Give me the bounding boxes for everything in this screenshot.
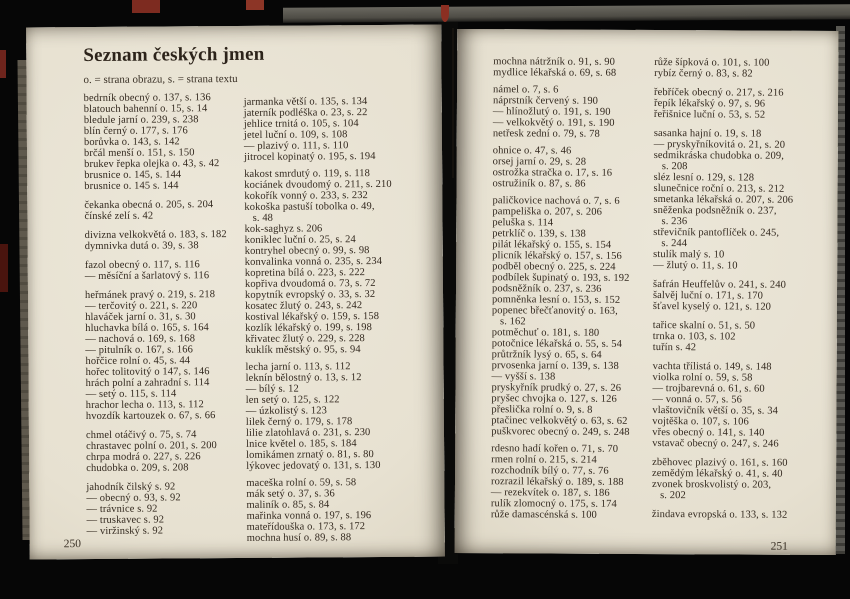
index-entry: mochna nátržník o. 91, s. 90	[493, 56, 616, 68]
index-entry: zběhovec plazivý o. 161, s. 160	[652, 457, 788, 469]
index-column	[652, 57, 834, 529]
index-group	[244, 96, 436, 163]
index-entry: sedmikráska chudobka o. 209,	[653, 150, 784, 162]
index-entry: s. 48	[244, 212, 274, 224]
index-entry: blatouch bahenní o. 15, s. 14	[83, 103, 208, 116]
index-entry: brusnice o. 145 s. 144	[84, 180, 179, 193]
index-entry: stulík malý s. 10	[653, 249, 725, 261]
index-group	[491, 195, 654, 438]
index-entry: — pryskyřníkovitá o. 21, s. 20	[653, 139, 786, 151]
index-entry: střevičník pantoflíček o. 245,	[653, 227, 780, 239]
index-entry: kok-saghyz s. 206	[244, 223, 323, 235]
index-entry: orsej jarní o. 29, s. 28	[492, 156, 587, 168]
index-entry: heřmánek pravý o. 219, s. 218	[84, 289, 216, 302]
index-entry: bledule jarní o. 239, s. 238	[83, 114, 199, 127]
index-entry: brčál menší o. 151, s. 150	[83, 147, 195, 160]
index-entry: — pitulník o. 167, s. 166	[85, 344, 193, 357]
index-entry: kosatec žlutý o. 243, s. 242	[245, 300, 363, 312]
index-entry: kopytník evropský o. 33, s. 32	[244, 289, 376, 301]
index-entry: hořec tolitovitý o 147, s. 146	[85, 366, 210, 379]
index-entry: potočnice lékařská o. 55, s. 54	[491, 338, 622, 350]
index-group	[653, 128, 834, 272]
page-number-right: 251	[770, 540, 788, 553]
index-entry: kostival lékařský o. 159, s. 158	[245, 310, 380, 323]
index-entry: mařinka vonná o. 197, s. 196	[246, 510, 372, 522]
index-entry: ostružiník o. 87, s. 86	[492, 178, 586, 190]
index-entry: brusnice o. 145, s. 144	[84, 169, 182, 182]
red-bookmark-mark	[246, 0, 264, 10]
index-entry: — terčovitý o. 221, s. 220	[85, 300, 198, 313]
index-entry: hrách polní a zahradní s. 114	[85, 377, 210, 390]
index-entry: — vonná o. 57, s. 56	[652, 394, 742, 406]
index-entry: plicník lékařský o. 157, s. 156	[492, 250, 622, 262]
gutter-shadow-line	[452, 28, 454, 178]
index-entry: jehlice trnitá o. 105, s. 104	[243, 118, 359, 130]
index-group	[86, 481, 252, 537]
index-group	[491, 443, 653, 521]
index-entry: zemědým lékařský o. 41, s. 40	[652, 468, 783, 480]
book-cover-edge	[283, 4, 850, 22]
index-group	[246, 477, 438, 544]
index-entry: — obecný o. 93, s. 92	[86, 492, 181, 505]
index-entry: slunečnice roční o. 213, s. 212	[653, 183, 785, 195]
index-entry: — plazivý o. 111, s. 110	[243, 140, 349, 152]
index-entry: len setý o. 125, s. 122	[245, 394, 340, 406]
index-entry: — truskavec s. 92	[86, 514, 165, 527]
index-entry: fazol obecný o. 117, s. 116	[84, 259, 200, 272]
index-entry: bedrník obecný o. 137, s. 136	[83, 92, 211, 105]
index-group	[245, 361, 438, 472]
index-entry: vlaštovičník větší o. 35, s. 34	[652, 405, 779, 417]
red-bookmark-mark	[0, 50, 6, 78]
index-entry: pomněnka lesní o. 153, s. 152	[491, 294, 621, 306]
index-entry: — měsíční a šarlatový s. 116	[84, 270, 210, 283]
right-page	[455, 29, 839, 555]
index-entry: podběl obecný o. 225, s. 224	[492, 261, 616, 273]
index-entry: čekanka obecná o. 205, s. 204	[84, 199, 214, 212]
index-group	[653, 320, 833, 354]
index-entry: — rezekvítek o. 187, s. 186	[490, 487, 610, 499]
index-entry: lýkovec jedovatý o. 131, s. 130	[246, 459, 381, 472]
index-entry: rulík zlomocný o. 175, s. 174	[490, 498, 617, 510]
index-entry: — úzkolistý s. 123	[245, 405, 328, 417]
index-group	[86, 429, 252, 474]
index-entry: ostrožka stračka o. 17, s. 16	[492, 167, 613, 179]
index-entry: — trávnice s. 92	[86, 503, 158, 516]
index-entry: pryšec chvojka o. 127, s. 126	[491, 393, 617, 405]
index-entry: hlaváček jarní o. 31, s. 30	[85, 311, 196, 324]
index-entry: — setý o. 115, s. 114	[85, 388, 177, 401]
index-entry: podsněžník o. 237, s. 236	[491, 283, 602, 295]
index-entry: pampeliška o. 207, s. 206	[492, 206, 602, 218]
index-group	[654, 57, 834, 80]
index-entry: chrastavec polní o. 201, s. 200	[86, 440, 217, 453]
index-entry: lecha jarní o. 113, s. 112	[245, 361, 351, 373]
index-entry: šalvěj luční o. 171, s. 170	[652, 290, 764, 302]
index-entry: sasanka hajní o. 19, s. 18	[653, 128, 762, 140]
index-entry: tařice skalní o. 51, s. 50	[652, 320, 756, 332]
index-entry: peluška s. 114	[492, 217, 554, 229]
index-entry: ohnice o. 47, s. 46	[492, 145, 572, 157]
index-group	[653, 279, 833, 313]
index-column	[244, 96, 439, 550]
index-entry: divizna velkokvětá o. 183, s. 182	[84, 229, 227, 242]
index-entry: jetel luční o. 109, s. 108	[243, 129, 348, 141]
index-entry: ptačinec velkokvětý o. 63, s. 62	[491, 415, 628, 427]
index-entry: lilie zlatohlavá o. 231, s. 230	[245, 427, 371, 439]
index-entry: dymnivka dutá o. 39, s. 38	[84, 240, 199, 253]
index-group	[493, 145, 655, 190]
index-entry: rdesno hadí kořen o. 71, s. 70	[491, 443, 619, 455]
index-entry: popenec břečťanovitý o. 163,	[491, 305, 618, 317]
index-entry: jarmanka větší o. 135, s. 134	[243, 96, 368, 108]
index-entry: kuklík městský o. 95, s. 94	[245, 344, 361, 356]
index-entry: s. 208	[653, 161, 688, 173]
index-entry: lomikámen zrnatý o. 81, s. 80	[246, 449, 374, 461]
index-title: Seznam českých jmen	[83, 43, 265, 67]
index-group	[493, 56, 655, 79]
index-entry: vřes obecný o. 141, s. 140	[652, 427, 765, 439]
index-entry: maceška rolní o. 59, s. 58	[246, 477, 357, 489]
index-entry: vojtěška o. 107, s. 106	[652, 416, 749, 428]
index-entry: — trojbarevná o. 61, s. 60	[652, 383, 765, 395]
index-entry: vstavač obecný o. 247, s. 246	[652, 438, 779, 450]
index-entry: kakost smrdutý o. 119, s. 118	[244, 168, 371, 180]
index-entry: blín černý o. 177, s. 176	[83, 125, 188, 138]
index-entry: chmel otáčivý o. 75, s. 74	[85, 429, 197, 442]
index-group	[84, 199, 250, 222]
index-entry: jaterník podléška o. 23, s. 22	[243, 107, 368, 119]
index-entry: koniklec luční o. 25, s. 24	[244, 234, 356, 246]
index-entry: — hlínožlutý o. 191, s. 190	[492, 106, 611, 118]
index-column	[491, 56, 655, 527]
index-entry: s. 236	[653, 216, 688, 228]
index-entry: lilek černý o. 179, s. 178	[245, 416, 353, 428]
index-entry: potměchuť o. 181, s. 180	[491, 327, 600, 339]
index-entry: řeřišnice luční o. 53, s. 52	[653, 109, 766, 121]
index-entry: borůvka o. 143, s. 142	[83, 136, 180, 149]
index-entry: pryskyřník prudký o. 27, s. 26	[491, 382, 622, 394]
index-entry: maliník o. 85, s. 84	[246, 499, 330, 511]
index-entry: jahodník čilský s. 92	[86, 481, 176, 494]
index-entry: petrklíč o. 139, s. 138	[492, 228, 586, 240]
index-entry: mydlice lékařská o. 69, s. 68	[493, 67, 617, 79]
index-entry: rozrazil lékařský o. 189, s. 188	[490, 476, 624, 488]
index-entry: netřesk zední o. 79, s. 78	[492, 128, 600, 140]
index-entry: růže šípková o. 101, s. 100	[654, 57, 770, 69]
index-entry: kociánek dvoudomý o. 211, s. 210	[244, 178, 392, 191]
index-entry: lnice květel o. 185, s. 184	[246, 438, 357, 450]
index-entry: chudobka o. 209, s. 208	[86, 462, 189, 475]
index-entry: — velkokvětý o. 191, s. 190	[492, 117, 615, 129]
index-entry: sléz lesní o. 129, s. 128	[653, 172, 755, 184]
left-page	[26, 25, 445, 560]
index-entry: konvalinka vonná o. 235, s. 234	[244, 255, 383, 268]
index-group	[85, 289, 252, 422]
index-entry: šafrán Heuffelův o. 241, s. 240	[653, 279, 787, 291]
index-entry: rybíz černý o. 83, s. 82	[654, 68, 753, 80]
index-entry: kozlík lékařský o. 199, s. 198	[245, 322, 372, 334]
index-entry: rozchodník bílý o. 77, s. 76	[491, 465, 609, 477]
index-entry: kopřiva dvoudomá o. 73, s. 72	[244, 278, 376, 290]
index-entry: violka rolní o. 59, s. 58	[652, 372, 753, 384]
red-bookmark-mark	[441, 5, 449, 22]
index-entry: s. 202	[651, 490, 686, 502]
index-entry: zvonek broskvolistý o. 203,	[651, 479, 772, 491]
index-entry: kopretina bílá o. 223, s. 222	[244, 267, 366, 279]
index-entry: hořčice rolní o. 45, s. 44	[85, 355, 191, 368]
index-entry: s. 162	[491, 316, 526, 328]
index-entry: pilát lékařský o. 155, s. 154	[492, 239, 612, 251]
index-entry: průtržník lysý o. 65, s. 64	[491, 349, 602, 361]
index-entry: hluchavka bílá o. 165, s. 164	[85, 322, 209, 335]
page-number-left: 250	[63, 538, 82, 551]
index-entry: přeslička rolní o. 9, s. 8	[491, 404, 593, 416]
index-entry: mateřídouška o. 173, s. 172	[246, 521, 366, 533]
index-group	[652, 509, 832, 521]
index-entry: brukev řepka olejka o. 43, s. 42	[84, 158, 220, 171]
index-entry: — nachová o. 169, s. 168	[85, 333, 196, 346]
index-entry: šťavel kyselý o. 121, s. 120	[652, 301, 772, 313]
index-entry: kokořík vonný o. 233, s. 232	[244, 190, 368, 202]
index-entry: chrpa modrá o. 227, s. 226	[86, 451, 201, 464]
index-entry: tuřín s. 42	[652, 342, 697, 354]
red-bookmark-mark	[132, 0, 160, 13]
index-group	[652, 361, 832, 450]
index-entry: hrachor lecha o. 113, s. 112	[85, 399, 204, 412]
index-group	[244, 168, 437, 356]
index-entry: prvosenka jarní o. 139, s. 138	[491, 360, 619, 372]
index-entry: — bílý s. 12	[245, 383, 299, 395]
index-entry: leknín bělostný o. 13, s. 12	[245, 372, 362, 384]
index-group	[85, 229, 251, 252]
index-group	[652, 457, 832, 502]
index-entry: trnka o. 103, s. 102	[652, 331, 736, 343]
index-entry: mák setý o. 37, s. 36	[246, 488, 335, 500]
index-entry: náprstník červený s. 190	[492, 95, 599, 107]
index-entry: kokoška pastuší tobolka o. 49,	[244, 201, 375, 213]
index-entry: sněženka podsněžník o. 237,	[653, 205, 777, 217]
index-entry: námel o. 7, s. 6	[493, 84, 559, 96]
index-entry: smetanka lékařská o. 207, s. 206	[653, 194, 794, 206]
index-entry: žindava evropská o. 133, s. 132	[651, 509, 788, 521]
index-group	[84, 92, 251, 192]
index-group	[85, 259, 251, 282]
index-entry: s. 244	[653, 238, 688, 250]
index-entry: puškvorec obecný o. 249, s. 248	[491, 426, 630, 438]
index-entry: řebříček obecný o. 217, s. 216	[654, 87, 784, 99]
index-entry: křivatec žlutý o. 229, s. 228	[245, 333, 365, 345]
index-entry: řepík lékařský o. 97, s. 96	[653, 98, 766, 110]
index-entry: mochna husí o. 89, s. 88	[246, 532, 352, 544]
index-entry: — viržinský s. 92	[86, 525, 164, 538]
index-entry: hvozdík kartouzek o. 67, s. 66	[85, 410, 216, 423]
index-group	[654, 87, 834, 121]
index-column	[84, 92, 253, 545]
index-group	[493, 84, 655, 140]
index-entry: vachta třílistá o. 149, s. 148	[652, 361, 772, 373]
legend-abbreviations: o. = strana obrazu, s. = strana textu	[83, 72, 238, 87]
index-entry: kontryhel obecný o. 99, s. 98	[244, 245, 370, 257]
index-entry: — žlutý o. 11, s. 10	[653, 260, 738, 272]
index-entry: rmen rolní o. 215, s. 214	[491, 454, 597, 466]
index-entry: růže damascénská s. 100	[490, 509, 597, 521]
index-entry: čínské zelí s. 42	[84, 210, 154, 223]
red-bookmark-mark	[0, 244, 8, 292]
index-entry: — vyšší s. 138	[491, 371, 556, 383]
index-entry: podbílek šupinatý o. 193, s. 192	[492, 272, 630, 284]
index-entry: jitrocel kopinatý o. 195, s. 194	[244, 151, 376, 163]
index-entry: paličkovice nachová o. 7, s. 6	[492, 195, 620, 207]
